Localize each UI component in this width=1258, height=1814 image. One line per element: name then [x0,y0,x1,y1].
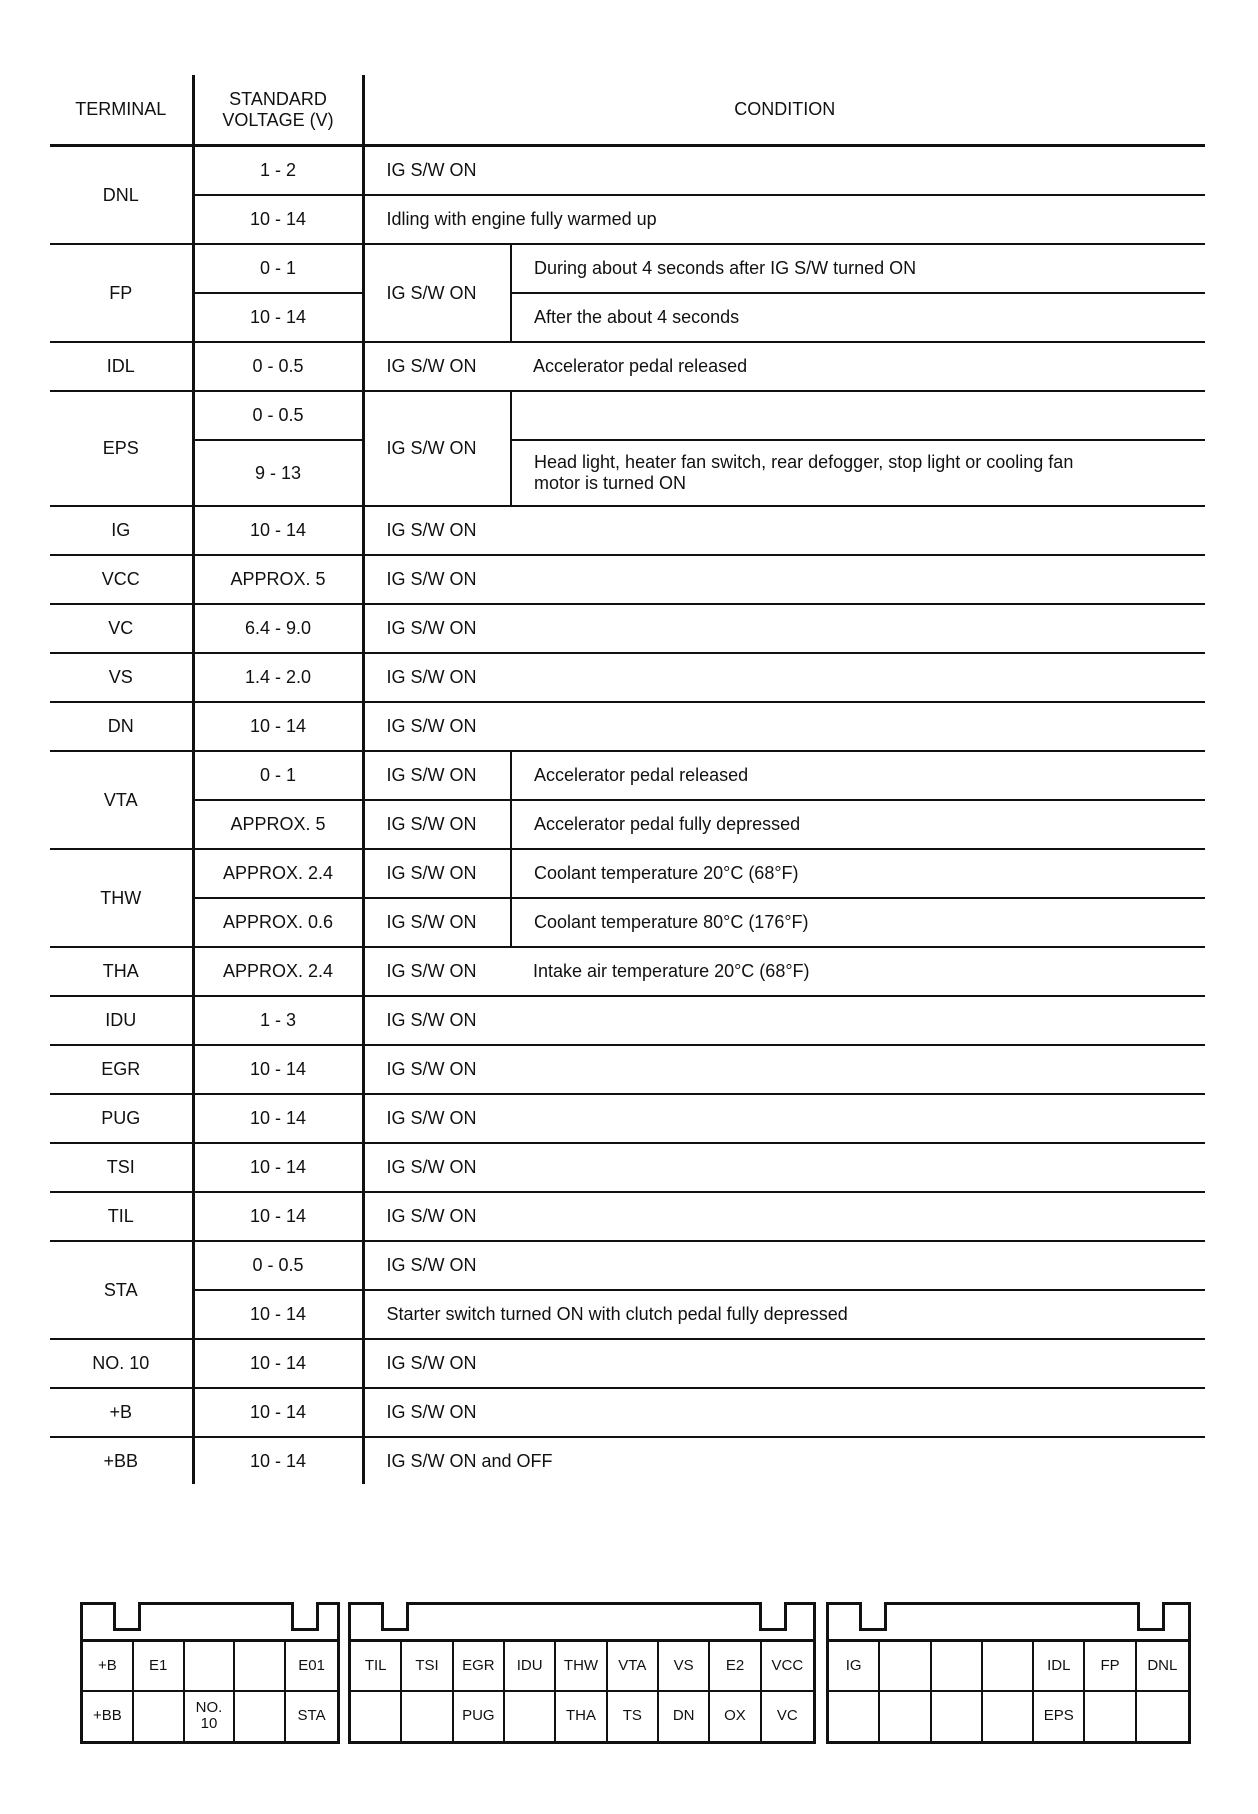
pin-cell [983,1692,1034,1742]
header-voltage-line1: STANDARD [229,88,327,109]
detail-cell: Intake air temperature 20°C (68°F) [511,947,1205,996]
header-condition: CONDITION [363,75,1205,146]
pin-label-line2: 10 [200,1715,218,1733]
pin-cell: EPS [1034,1692,1085,1742]
voltage-cell: 10 - 14 [193,1339,363,1388]
pin-cell: IG [829,1642,880,1692]
pin-cell: DN [659,1692,710,1742]
connector-left-grid [83,1639,337,1741]
detail-cell: Coolant temperature 80°C (176°F) [511,898,1205,947]
pin-cell [235,1692,286,1742]
terminal-cell: IDU [50,996,193,1045]
pin-cell [505,1692,556,1742]
condition-cell: IG S/W ON [363,342,511,391]
voltage-cell: APPROX. 5 [193,555,363,604]
connector-middle-top [351,1605,813,1639]
condition-cell: IG S/W ON [363,555,1205,604]
voltage-cell: 10 - 14 [193,1290,363,1339]
table-row [50,947,1205,996]
pin-cell: E1 [134,1642,185,1692]
condition-cell: Starter switch turned ON with clutch pedal fully depressed [363,1290,1205,1339]
terminal-cell: THW [50,849,193,947]
detail-cell [511,391,1205,440]
condition-cell: IG S/W ON [363,1339,1205,1388]
terminal-cell: NO. 10 [50,1339,193,1388]
condition-cell: IG S/W ON [363,1045,1205,1094]
detail-cell: Accelerator pedal released [511,342,1205,391]
terminal-cell: VC [50,604,193,653]
pin-cell: VTA [608,1642,659,1692]
connector-middle-grid [351,1639,813,1741]
pin-cell [351,1692,402,1742]
pin-cell: EGR [454,1642,505,1692]
condition-cell: Idling with engine fully warmed up [363,195,1205,244]
voltage-cell: 0 - 1 [193,751,363,800]
terminal-cell: VS [50,653,193,702]
connector-notch [1137,1602,1165,1631]
connector-notch [859,1602,887,1631]
table-row [50,1143,1205,1192]
terminal-cell: +BB [50,1437,193,1484]
condition-cell: IG S/W ON [363,849,511,898]
table-row [50,293,1205,342]
pin-cell [880,1692,931,1742]
voltage-cell: 1.4 - 2.0 [193,653,363,702]
terminal-cell: DNL [50,146,193,245]
pin-cell [1137,1692,1188,1742]
table-row [50,1339,1205,1388]
terminal-cell: DN [50,702,193,751]
pin-cell: IDL [1034,1642,1085,1692]
table-row [50,1437,1205,1484]
condition-cell: IG S/W ON [363,391,511,506]
voltage-cell: 1 - 3 [193,996,363,1045]
connector-right-grid [829,1639,1188,1741]
table-row [50,1388,1205,1437]
pin-cell-no10 [185,1692,236,1742]
connector-middle [348,1602,816,1744]
pin-cell: TIL [351,1642,402,1692]
pin-cell: E01 [286,1642,337,1692]
condition-cell: IG S/W ON [363,1143,1205,1192]
condition-cell: IG S/W ON [363,751,511,800]
table-row [50,1094,1205,1143]
pin-cell: +B [83,1642,134,1692]
terminal-cell: IG [50,506,193,555]
condition-cell: IG S/W ON [363,1192,1205,1241]
table-row [50,555,1205,604]
voltage-cell: 10 - 14 [193,195,363,244]
voltage-cell: 9 - 13 [193,440,363,506]
connector-left [80,1602,340,1744]
voltage-cell: 10 - 14 [193,506,363,555]
pin-cell [185,1642,236,1692]
connector-right-top [829,1605,1188,1639]
pin-cell [235,1642,286,1692]
terminal-cell: FP [50,244,193,342]
pin-cell [932,1642,983,1692]
terminal-cell: IDL [50,342,193,391]
table-row [50,342,1205,391]
condition-cell: IG S/W ON [363,506,1205,555]
pin-label-line1: NO. [195,1699,223,1717]
condition-cell: IG S/W ON [363,1388,1205,1437]
voltage-cell: 10 - 14 [193,1437,363,1484]
pin-cell [1085,1692,1136,1742]
detail-line1: Head light, heater fan switch, rear defogger, stop light or cooling fan [534,452,1074,472]
voltage-cell: APPROX. 0.6 [193,898,363,947]
condition-cell: IG S/W ON [363,702,1205,751]
voltage-cell: APPROX. 2.4 [193,947,363,996]
terminal-voltage-table [50,75,1205,1484]
terminal-cell: THA [50,947,193,996]
condition-cell: IG S/W ON [363,653,1205,702]
terminal-cell: VCC [50,555,193,604]
pin-cell [932,1692,983,1742]
voltage-cell: 0 - 1 [193,244,363,293]
condition-cell: IG S/W ON [363,604,1205,653]
table-row [50,1241,1205,1290]
pin-cell [829,1692,880,1742]
terminal-cell: EGR [50,1045,193,1094]
terminal-cell: EPS [50,391,193,506]
header-terminal: TERMINAL [50,75,193,146]
pin-cell [880,1642,931,1692]
pin-cell: VC [776,1707,798,1725]
terminal-cell: TIL [50,1192,193,1241]
table-row [50,800,1205,849]
header-voltage-line2: VOLTAGE (V) [222,109,334,130]
condition-cell: IG S/W ON [363,244,511,342]
pin-cell: DNL [1137,1642,1188,1692]
connector-notch [381,1602,409,1631]
pin-cell: VS [659,1642,710,1692]
condition-cell: IG S/W ON [363,947,511,996]
table-row [50,440,1205,506]
pin-cell [134,1692,185,1742]
voltage-cell: 6.4 - 9.0 [193,604,363,653]
detail-cell: Accelerator pedal released [511,751,1205,800]
detail-line2: motor is turned ON [534,473,687,493]
table-row [50,702,1205,751]
table-row [50,898,1205,947]
table-row [50,146,1205,196]
connector-notch [113,1602,141,1631]
terminal-cell: TSI [50,1143,193,1192]
detail-cell [511,440,1205,506]
pin-cell: E2 [710,1642,761,1692]
pin-cell: STA [297,1707,326,1725]
header-voltage [193,75,363,146]
condition-cell: IG S/W ON [363,1241,1205,1290]
connector-right [826,1602,1191,1744]
table-row [50,506,1205,555]
voltage-cell: APPROX. 2.4 [193,849,363,898]
voltage-cell: 10 - 14 [193,1045,363,1094]
table-row [50,604,1205,653]
voltage-cell: 1 - 2 [193,146,363,196]
pin-cell: TSI [402,1642,453,1692]
table-row [50,996,1205,1045]
terminal-cell: STA [50,1241,193,1339]
voltage-cell: 10 - 14 [193,702,363,751]
table-row [50,1192,1205,1241]
pin-cell: OX [710,1692,761,1742]
voltage-cell: 10 - 14 [193,1094,363,1143]
pin-cell [402,1692,453,1742]
table-row [50,391,1205,440]
voltage-cell: 10 - 14 [193,293,363,342]
table-row [50,849,1205,898]
terminal-cell: +B [50,1388,193,1437]
voltage-cell: 10 - 14 [193,1192,363,1241]
pin-cell [983,1642,1034,1692]
condition-cell: IG S/W ON [363,146,1205,196]
condition-cell: IG S/W ON [363,996,1205,1045]
condition-cell: IG S/W ON [363,800,511,849]
voltage-cell: 0 - 0.5 [193,342,363,391]
connector-left-top [83,1605,337,1639]
condition-cell: IG S/W ON and OFF [386,1450,553,1471]
voltage-cell: 10 - 14 [193,1143,363,1192]
condition-cell: IG S/W ON [363,898,511,947]
pin-cell: +BB [83,1692,134,1742]
pin-cell: VCC [762,1642,813,1692]
terminal-cell: VTA [50,751,193,849]
table-row [50,751,1205,800]
table-row [50,653,1205,702]
connector-notch [759,1602,787,1631]
table-row [50,195,1205,244]
voltage-cell: 10 - 14 [193,1388,363,1437]
condition-cell: IG S/W ON [363,1094,1205,1143]
table-row [50,1290,1205,1339]
terminal-cell: PUG [50,1094,193,1143]
voltage-cell: 0 - 0.5 [193,1241,363,1290]
pin-cell: PUG [454,1692,505,1742]
pin-cell: FP [1085,1642,1136,1692]
detail-cell: During about 4 seconds after IG S/W turned ON [511,244,1205,293]
detail-cell: Coolant temperature 20°C (68°F) [511,849,1205,898]
pin-cell: THA [556,1692,607,1742]
voltage-cell: 0 - 0.5 [193,391,363,440]
table-header-row [50,75,1205,146]
pin-cell: IDU [505,1642,556,1692]
pin-cell: THW [556,1642,607,1692]
table-row [50,244,1205,293]
pin-cell: TS [608,1692,659,1742]
detail-cell: After the about 4 seconds [511,293,1205,342]
voltage-cell: APPROX. 5 [193,800,363,849]
detail-cell: Accelerator pedal fully depressed [511,800,1205,849]
table-row [50,1045,1205,1094]
connector-notch [291,1602,319,1631]
